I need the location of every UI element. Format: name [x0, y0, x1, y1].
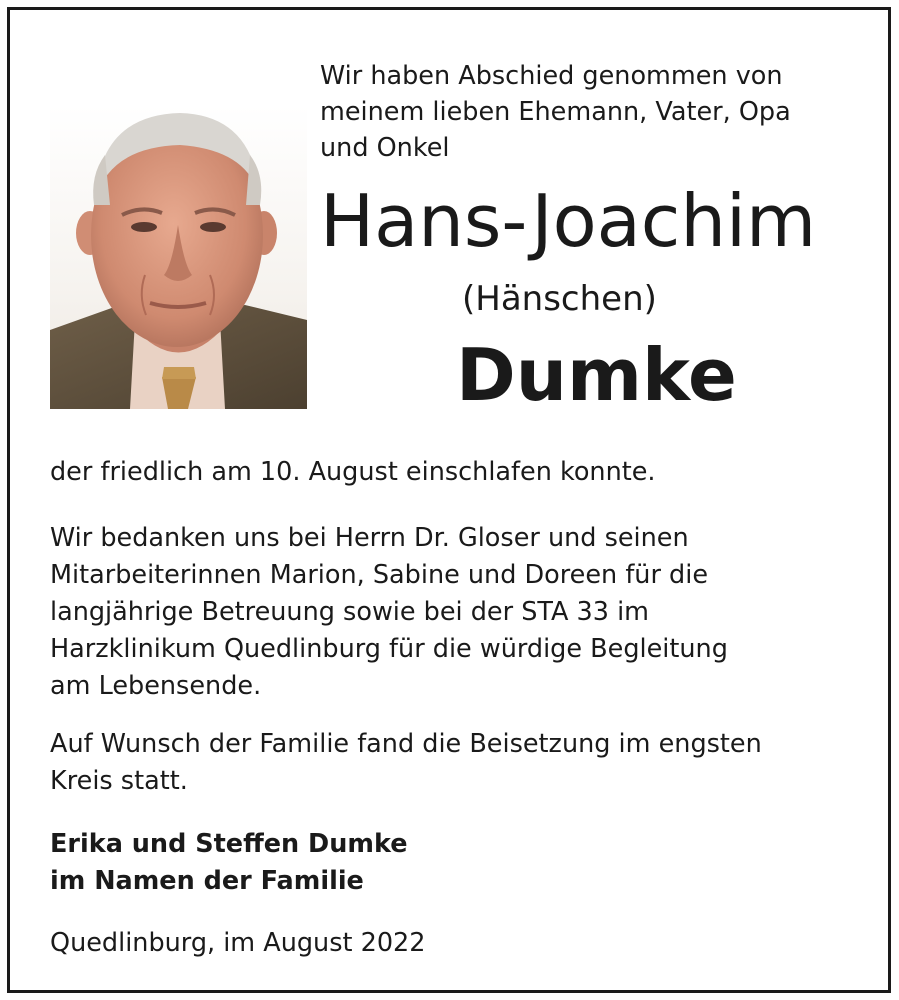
intro-line: Wir haben Abschied genommen von: [320, 61, 783, 91]
deceased-first-name: Hans-Joachim: [320, 179, 817, 263]
paragraph-line: am Lebensende.: [50, 671, 262, 701]
paragraph-line: Auf Wunsch der Familie fand die Beisetzung im engsten: [50, 729, 762, 759]
paragraph-line: Mitarbeiterinnen Marion, Sabine und Doreen für die: [50, 560, 709, 590]
passing-paragraph: [50, 454, 850, 491]
paragraph-line: der friedlich am 10. August einschlafen konnte.: [50, 457, 656, 487]
intro-text: [320, 58, 860, 166]
deceased-last-name: Dumke: [456, 333, 737, 417]
paragraph-line: Wir bedanken uns bei Herrn Dr. Gloser und seinen: [50, 523, 689, 553]
thanks-paragraph: [50, 520, 850, 705]
portrait-photo: [50, 105, 307, 409]
place-date: Quedlinburg, im August 2022: [50, 928, 426, 958]
paragraph-line: langjährige Betreuung sowie bei der STA 33 im: [50, 597, 650, 627]
signature: [50, 826, 408, 900]
paragraph-line: Kreis statt.: [50, 766, 188, 796]
burial-paragraph: [50, 726, 850, 800]
paragraph-line: Harzklinikum Quedlinburg für die würdige Begleitung: [50, 634, 728, 664]
deceased-nickname: (Hänschen): [462, 279, 657, 319]
signature-line: Erika und Steffen Dumke: [50, 829, 408, 859]
intro-line: meinem lieben Ehemann, Vater, Opa: [320, 97, 791, 127]
signature-line: im Namen der Familie: [50, 866, 364, 896]
intro-line: und Onkel: [320, 133, 450, 163]
